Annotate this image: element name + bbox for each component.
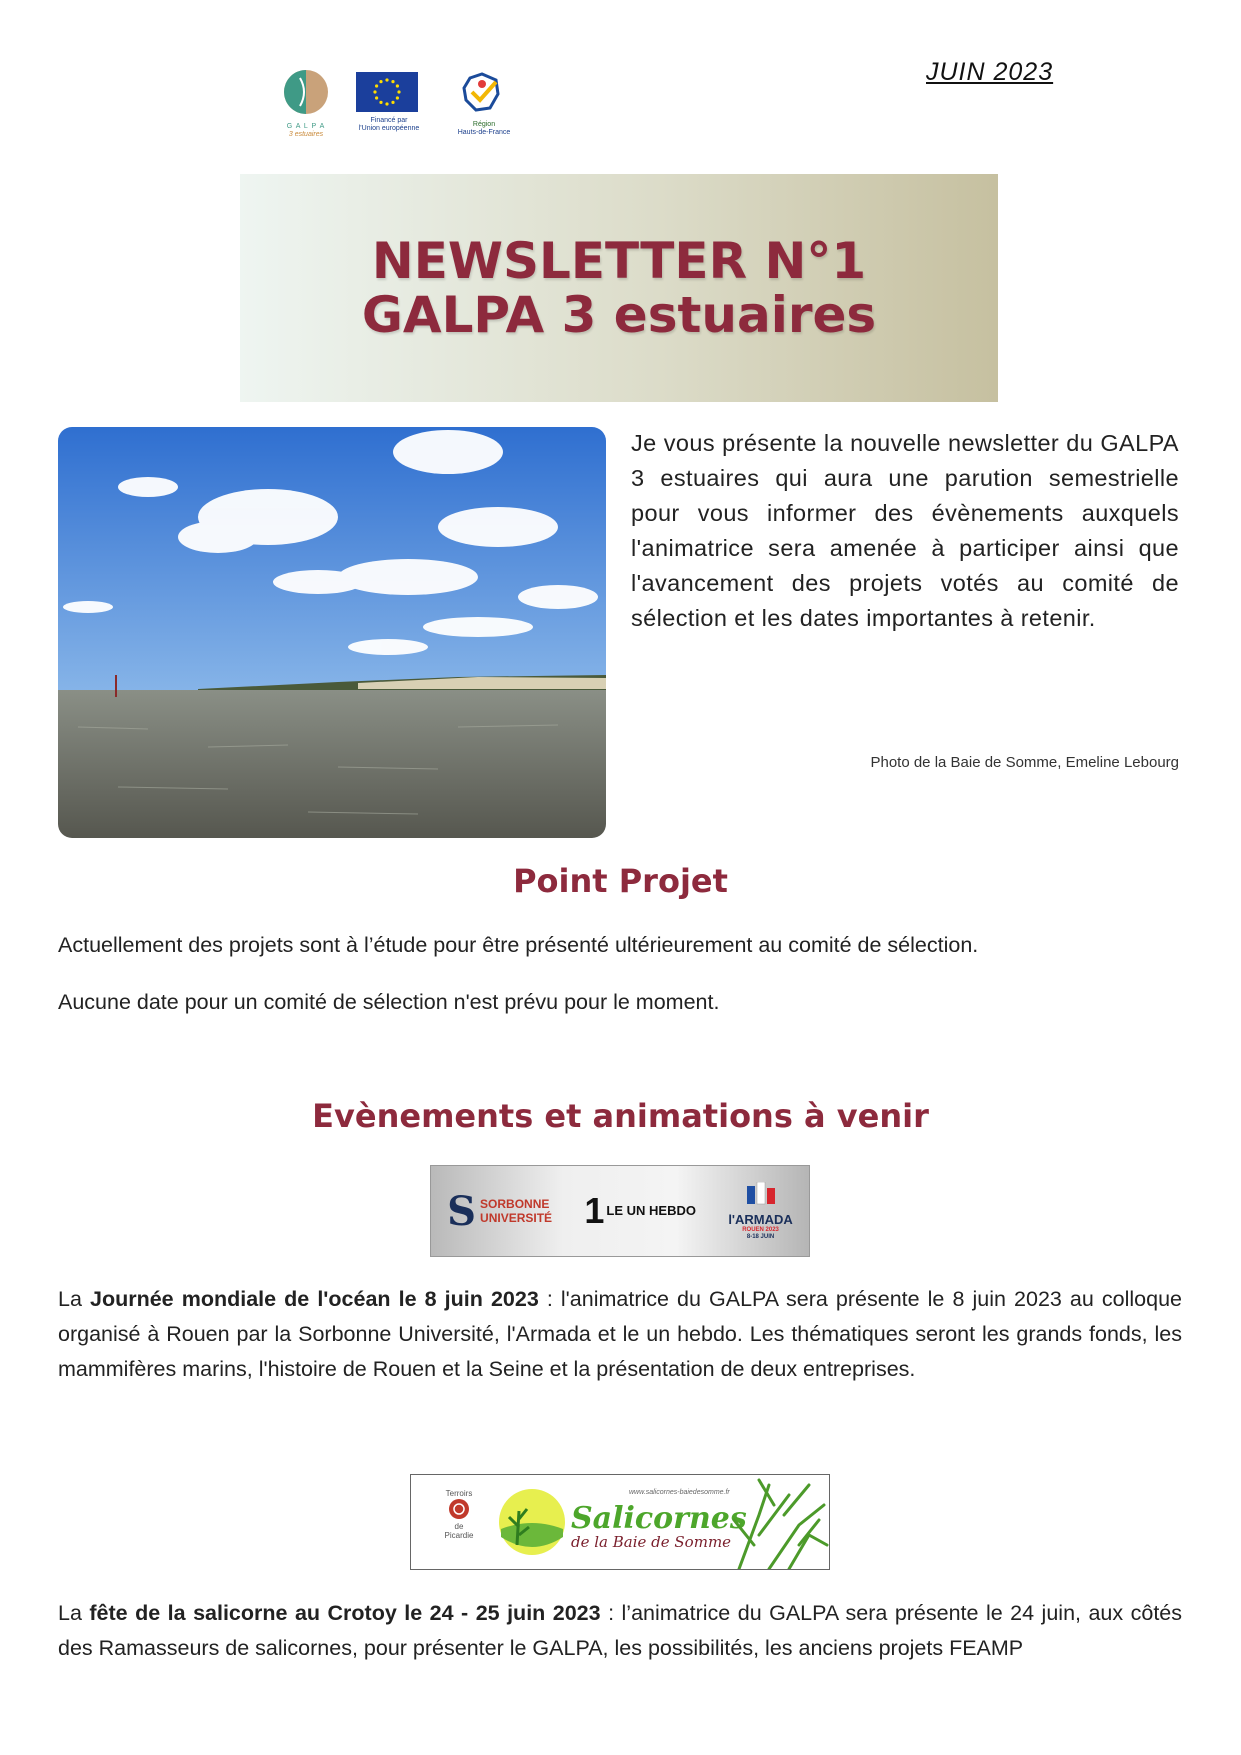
terroirs-label-3: Picardie — [444, 1531, 474, 1540]
point-projet-paragraph-2: Aucune date pour un comité de sélection n'est prévu pour le moment. — [58, 990, 720, 1014]
event-salicorne-prefix: La — [58, 1601, 90, 1625]
armada-logo — [728, 1182, 792, 1241]
event-ocean-day-text: : l'animatrice du GALPA sera présente le 8 juin 2023 au colloque organisé à Rouen par la Sorbonne Université, l'Armada et le un hebdo. Les thématiques seront les grands fonds, les mammifères marins, l'histoire de Rouen et la Seine et la présentation de deux entreprises. — [58, 1287, 1183, 1381]
armada-sails-icon — [741, 1182, 781, 1208]
eu-logo-caption: Financé par — [370, 117, 408, 124]
event-salicorne-title: fête de la salicorne au Crotoy le 24 - 25 juin 2023 — [89, 1601, 601, 1625]
region-hdf-icon — [452, 70, 514, 116]
point-projet-paragraph-1: Actuellement des projets sont à l’étude pour être présenté ultérieurement au comité de sélection. — [58, 933, 979, 957]
le-un-numeral-icon: 1 — [584, 1190, 605, 1231]
event-ocean-day-title: Journée mondiale de l'océan le 8 juin 2023 — [90, 1287, 539, 1311]
eu-logo — [356, 72, 422, 136]
salicorne-sun-icon — [497, 1487, 567, 1557]
le-un-hebdo-label: LE UN HEBDO — [606, 1203, 696, 1218]
armada-dates: 8-18 JUIN — [746, 1233, 775, 1240]
terroirs-label-1: Terroirs — [445, 1489, 473, 1498]
armada-label: l'ARMADA — [728, 1211, 793, 1227]
event-ocean-day-prefix: La — [58, 1287, 90, 1311]
le-un-hebdo-logo — [584, 1190, 696, 1232]
photo-caption: Photo de la Baie de Somme, Emeline Lebourg — [870, 754, 1179, 771]
region-logo-subcaption: Hauts-de-France — [457, 129, 511, 136]
galpa-logo-subcaption: 3 estuaires — [288, 131, 324, 138]
event-salicorne-text: : l’animatrice du GALPA sera présente le 24 juin, aux côtés des Ramasseurs de salicornes, pour présenter le GALPA, les possibilités, les anciens projets FEAMP — [58, 1601, 1182, 1660]
evenements-heading: Evènements et animations à venir — [312, 1097, 929, 1135]
event-salicorne-paragraph — [58, 1596, 1182, 1666]
salicornes-url: www.salicornes-baiedesomme.fr — [629, 1489, 730, 1496]
title-banner — [240, 174, 998, 402]
galpa-logo-caption: G A L P A — [286, 123, 326, 130]
region-logo — [452, 70, 516, 136]
baie-de-somme-photo — [58, 427, 606, 838]
event-ocean-day-paragraph — [58, 1282, 1182, 1387]
eu-flag-icon — [356, 72, 418, 112]
terroirs-label-2: de — [454, 1522, 464, 1531]
salicornes-banner — [410, 1474, 830, 1570]
newsletter-subtitle: GALPA 3 estuaires — [361, 286, 877, 344]
region-logo-caption: Région — [472, 121, 496, 128]
terroirs-picardie-logo — [441, 1489, 477, 1540]
point-projet-heading: Point Projet — [513, 862, 728, 900]
colloque-sponsors-banner — [430, 1165, 810, 1257]
sorbonne-label-2: UNIVERSITÉ — [480, 1211, 553, 1225]
sorbonne-logo — [447, 1188, 552, 1235]
armada-sub-label: ROUEN 2023 — [742, 1226, 779, 1233]
sorbonne-s-icon: S — [447, 1187, 477, 1235]
rose-icon — [448, 1498, 470, 1520]
salicorne-plant-image — [729, 1475, 829, 1569]
galpa-logo-icon — [278, 68, 334, 118]
sorbonne-label-1: SORBONNE — [480, 1197, 550, 1211]
salicornes-title: Salicornes — [571, 1501, 747, 1536]
intro-paragraph: Je vous présente la nouvelle newsletter du GALPA 3 estuaires qui aura une parution semestrielle pour vous informer des évènements auxquels l'animatrice sera amenée à participer ainsi que l'avancement des projets votés au comité de sélection et les dates importantes à retenir. — [631, 430, 1179, 631]
galpa-logo — [278, 68, 334, 138]
seascape-image — [58, 427, 606, 838]
newsletter-title: NEWSLETTER N°1 — [371, 232, 867, 290]
newsletter-date: JUIN 2023 — [926, 58, 1054, 86]
salicornes-subtitle: de la Baie de Somme — [571, 1533, 732, 1551]
eu-logo-subcaption: l'Union européenne — [358, 125, 420, 132]
